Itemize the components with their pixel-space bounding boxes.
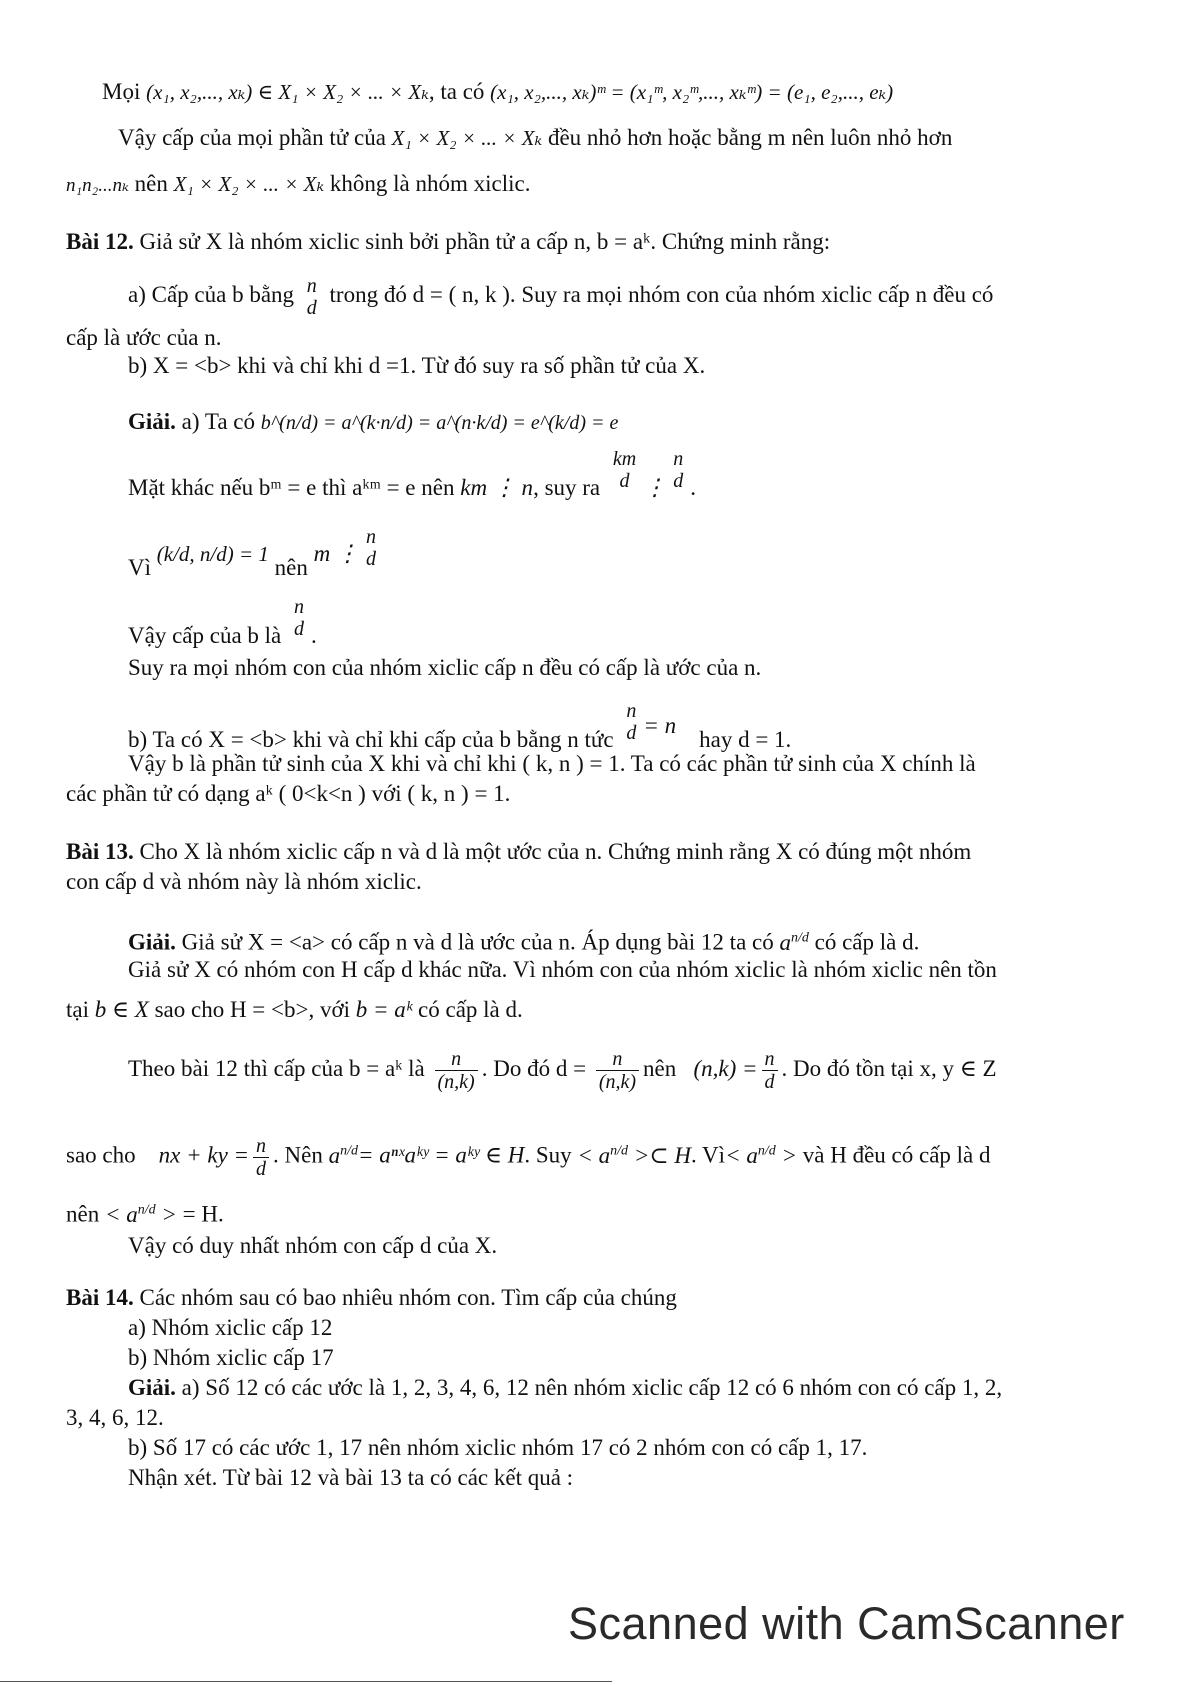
text-line [128, 408, 618, 437]
text: Giả sử X = <a> có cấp n và d là ước của n. Áp dụng bài 12 ta có [181, 929, 774, 955]
text-line [128, 1434, 867, 1462]
text-line: Mặt khác nếu bᵐ = e thì aᵏᵐ = e nên km ⋮ n, suy ra km d ⋮ n d . [128, 448, 696, 500]
text-line [102, 78, 893, 106]
text: Mặt khác nếu bᵐ = e thì aᵏᵐ = e nên [128, 475, 455, 500]
text-line [128, 1374, 1002, 1402]
math-expression: X₁ × X₂ × ... × Xₖ [173, 172, 325, 196]
text-line [66, 170, 530, 200]
math-expression: b = aᵏ [355, 997, 413, 1022]
text: Vì [128, 555, 151, 580]
math-expression: (n,k) = [693, 1056, 758, 1081]
text-line [66, 868, 422, 896]
text-line [128, 924, 919, 957]
solution-label: Giải. [128, 1375, 176, 1400]
text: các phần tử có dạng aᵏ ( 0<k<n ) với ( k, n ) = 1. [66, 781, 511, 806]
fraction [610, 448, 639, 492]
text: Mọi [102, 79, 141, 104]
math-expression: < $a^{n/d}$ >⊂ H [577, 1142, 691, 1168]
text: đều nhỏ hơn hoặc bằng m nên luôn nhỏ hơn [547, 125, 953, 150]
text-line [128, 1036, 997, 1102]
text: . Suy [524, 1142, 572, 1168]
text-line [128, 654, 761, 682]
numerator: n [626, 700, 637, 722]
denominator: (n,k) [598, 1071, 637, 1094]
exercise-heading [66, 228, 830, 256]
text: . Do đó tồn tại x, y ∈ Z [781, 1056, 997, 1081]
math-expression: = aⁿˣaᵏʸ = aᵏʸ ∈ H [358, 1142, 525, 1168]
math-expression: nx + ky = [158, 1142, 250, 1168]
text: và H đều có cấp là d [802, 1142, 991, 1168]
text: a) Nhóm xiclic cấp 12 [128, 1315, 333, 1340]
text: a) Cấp của b bằng [128, 282, 295, 307]
text: Nhận xét. Từ bài 12 và bài 13 ta có các kết quả : [128, 1465, 574, 1490]
numerator: n [673, 448, 684, 470]
text: Giả sử X có nhóm con H cấp d khác nữa. Vì nhóm con của nhóm xiclic là nhóm xiclic nên tồn [128, 957, 997, 982]
text-line [66, 996, 523, 1024]
text-line [128, 1314, 332, 1342]
text-line [128, 266, 993, 324]
text: b) Số 17 có các ước 1, 17 nên nhóm xiclic nhóm 17 có 2 nhóm con có cấp 1, 17. [128, 1435, 868, 1460]
denominator: (n,k) [437, 1071, 475, 1094]
text: con cấp d và nhóm này là nhóm xiclic. [66, 869, 422, 894]
fraction [670, 448, 686, 492]
numerator: km [612, 448, 637, 470]
text-line [66, 1196, 224, 1229]
math-expression: b^(n/d) = a^(k·n/d) = a^(n·k/d) = e^(k/d) = e [260, 412, 619, 434]
exercise-text: Giả sử X là nhóm xiclic sinh bởi phần tử a cấp n, b = aᵏ. Chứng minh rằng: [139, 229, 831, 254]
numerator: n [762, 1048, 778, 1071]
fraction [435, 1048, 478, 1093]
text: sao cho H = <b>, với [154, 997, 351, 1022]
numerator: n [306, 274, 317, 297]
exercise-heading [66, 838, 971, 866]
exercise-label: Bài 14. [66, 1285, 134, 1310]
text: Suy ra mọi nhóm con của nhóm xiclic cấp n đều có cấp là ước của n. [128, 655, 762, 680]
text: nên [274, 555, 308, 580]
text-line [66, 324, 222, 352]
text-line [128, 1344, 334, 1372]
text: Vậy cấp của mọi phần tử của [118, 125, 386, 150]
divider [0, 1681, 612, 1682]
text: = H. [182, 1201, 224, 1227]
math-expression: = n [643, 713, 677, 738]
solution-label: Giải. [128, 409, 176, 434]
text: nên [643, 1056, 677, 1081]
math-expression: $a^{n/d}$ [779, 929, 809, 955]
text: 3, 4, 6, 12. [66, 1405, 164, 1430]
denominator: d [366, 548, 376, 570]
text: nên [134, 171, 168, 196]
text: cấp là ước của n. [66, 325, 222, 350]
denominator: d [673, 470, 684, 492]
fraction [291, 596, 307, 640]
math-expression: b ∈ X [94, 997, 149, 1022]
math-expression: (x₁, x₂,..., xₖ)ᵐ = (x₁ᵐ, x₂ᵐ,..., xₖᵐ) = (e₁, e₂,..., eₖ) [490, 80, 894, 104]
fraction [363, 526, 379, 570]
math-expression: < $a^{n/d}$ > [725, 1142, 798, 1168]
math-expression: (x₁, x₂,..., xₖ) ∈ X₁ × X₂ × ... × Xₖ [146, 80, 429, 104]
text: . Nên [273, 1142, 323, 1168]
math-expression: X₁ × X₂ × ... × Xₖ [391, 126, 543, 150]
text: , suy ra [533, 475, 601, 500]
fraction [762, 1048, 778, 1093]
numerator: n [596, 1048, 639, 1071]
text: . Do đó d = [481, 1056, 587, 1081]
math-expression: n₁n₂...nₖ [66, 175, 129, 196]
denominator: d [294, 618, 305, 640]
text: nên [66, 1201, 100, 1227]
text: Theo bài 12 thì cấp của b = aᵏ là [128, 1056, 425, 1081]
fraction [623, 700, 639, 744]
math-expression: $a^{n/d}$ [328, 1142, 359, 1168]
text-line [128, 1232, 497, 1260]
text-line [66, 1404, 164, 1432]
exercise-heading [66, 1284, 677, 1312]
text-line [128, 1464, 573, 1492]
math-expression: m ⋮ [313, 541, 359, 566]
exercise-label: Bài 13. [66, 839, 134, 864]
text: , ta có [428, 79, 485, 104]
fraction [596, 1048, 639, 1093]
exercise-text: Cho X là nhóm xiclic cấp n và d là một ước của n. Chứng minh rằng X có đúng một nhóm [139, 839, 972, 864]
camscanner-watermark: Scanned with CamScanner [568, 1598, 1125, 1649]
text: có cấp là d. [418, 997, 523, 1022]
text-line [128, 956, 997, 984]
exercise-text: Các nhóm sau có bao nhiêu nhóm con. Tìm cấp của chúng [139, 1285, 677, 1310]
text-line [66, 780, 510, 808]
text-line [128, 352, 705, 380]
denominator: d [764, 1071, 775, 1094]
text: a) Ta có [181, 409, 255, 434]
text: b) Nhóm xiclic cấp 17 [128, 1345, 334, 1370]
text: sao cho [66, 1142, 136, 1168]
solution-label: Giải. [128, 929, 176, 955]
denominator: d [256, 1157, 267, 1180]
denominator: d [626, 722, 637, 744]
math-expression: km ⋮ n [460, 475, 534, 500]
text: tại [66, 997, 89, 1022]
fraction [253, 1135, 269, 1180]
text: Vậy có duy nhất nhóm con cấp d của X. [128, 1233, 498, 1258]
text: không là nhóm xiclic. [329, 171, 531, 196]
text-line [128, 750, 976, 778]
text: hay d = 1. [699, 727, 792, 752]
text-line: Vậy cấp của b là n d . [128, 596, 317, 648]
text: b) Ta có X = <b> khi và chỉ khi cấp của b bằng n tức [128, 727, 614, 752]
numerator: n [253, 1135, 269, 1158]
numerator: n [435, 1048, 478, 1071]
text: trong đó d = ( n, k ). Suy ra mọi nhóm con của nhóm xiclic cấp n đều có [329, 282, 994, 307]
text-line [128, 526, 383, 593]
text: Vậy b là phần tử sinh của X khi và chỉ khi ( k, n ) = 1. Ta có các phần tử sinh của X chính là [128, 751, 976, 776]
fraction [304, 275, 320, 319]
exercise-label: Bài 12. [66, 229, 134, 254]
math-expression: (k/d, n/d) = 1 [156, 542, 269, 566]
text: có cấp là d. [814, 929, 920, 955]
text: . Vì [690, 1142, 726, 1168]
denominator: d [306, 296, 317, 319]
denominator: d [619, 470, 630, 492]
text-line [66, 1118, 991, 1189]
text-line [118, 124, 952, 152]
numerator: n [366, 526, 376, 548]
math-expression: < $a^{n/d}$ > [104, 1201, 177, 1227]
text: Vậy cấp của b là [128, 623, 282, 648]
text: a) Số 12 có các ước là 1, 2, 3, 4, 6, 12 nên nhóm xiclic cấp 12 có 6 nhóm con có cấp 1, 2, [181, 1375, 1003, 1400]
text: b) X = <b> khi và chỉ khi d =1. Từ đó suy ra số phần tử của X. [128, 353, 706, 378]
numerator: n [294, 596, 305, 618]
